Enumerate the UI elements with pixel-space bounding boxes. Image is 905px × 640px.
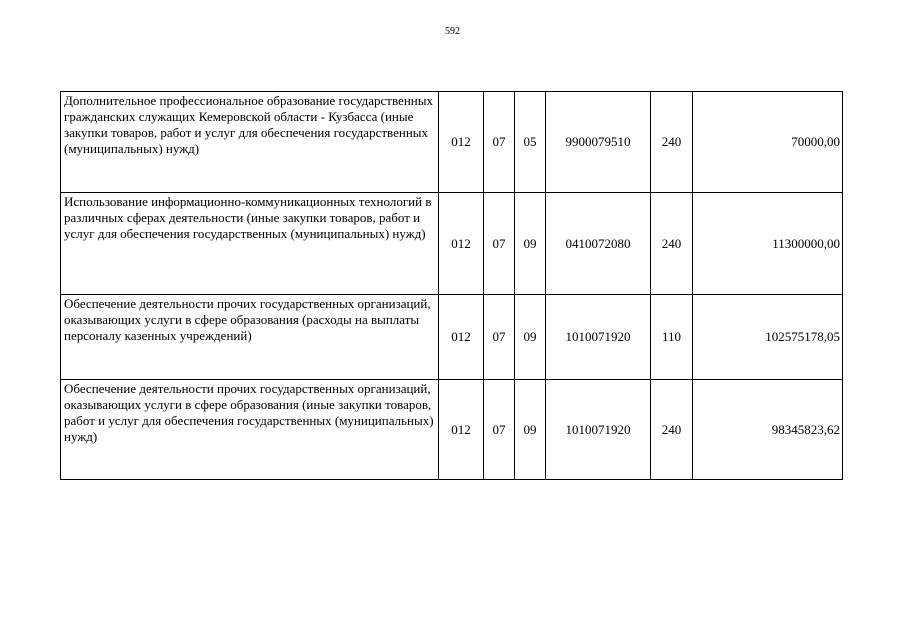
page-number: 592 bbox=[445, 26, 460, 37]
target-article-code: 1010071920 bbox=[546, 380, 651, 480]
table-row bbox=[61, 380, 843, 480]
section-code: 07 bbox=[484, 380, 515, 480]
ministry-code: 012 bbox=[439, 295, 484, 380]
table-row bbox=[61, 193, 843, 295]
section-code: 07 bbox=[484, 295, 515, 380]
row-description: Обеспечение деятельности прочих государственных организаций, оказывающих услуги в сфере образования (расходы на выплаты персоналу казенных учреждений) bbox=[61, 295, 439, 380]
ministry-code: 012 bbox=[439, 380, 484, 480]
amount: 98345823,62 bbox=[693, 380, 843, 480]
table-row bbox=[61, 295, 843, 380]
budget-table bbox=[60, 91, 843, 480]
expense-type-code: 240 bbox=[651, 380, 693, 480]
target-article-code: 0410072080 bbox=[546, 193, 651, 295]
ministry-code: 012 bbox=[439, 193, 484, 295]
expense-type-code: 240 bbox=[651, 92, 693, 193]
row-description: Использование информационно-коммуникационных технологий в различных сферах деятельности (иные закупки товаров, работ и услуг для обеспечения государственных (муниципальных) нужд) bbox=[61, 193, 439, 295]
expense-type-code: 240 bbox=[651, 193, 693, 295]
target-article-code: 1010071920 bbox=[546, 295, 651, 380]
table-row bbox=[61, 92, 843, 193]
subsection-code: 09 bbox=[515, 295, 546, 380]
row-description: Обеспечение деятельности прочих государственных организаций, оказывающих услуги в сфере образования (иные закупки товаров, работ и услуг для обеспечения государственных (муниципальных) нужд) bbox=[61, 380, 439, 480]
section-code: 07 bbox=[484, 193, 515, 295]
subsection-code: 05 bbox=[515, 92, 546, 193]
ministry-code: 012 bbox=[439, 92, 484, 193]
expense-type-code: 110 bbox=[651, 295, 693, 380]
target-article-code: 9900079510 bbox=[546, 92, 651, 193]
amount: 70000,00 bbox=[693, 92, 843, 193]
section-code: 07 bbox=[484, 92, 515, 193]
subsection-code: 09 bbox=[515, 380, 546, 480]
subsection-code: 09 bbox=[515, 193, 546, 295]
row-description: Дополнительное профессиональное образование государственных гражданских служащих Кемеровской области - Кузбасса (иные закупки товаров, работ и услуг для обеспечения государственных (муниципальных) нужд) bbox=[61, 92, 439, 193]
amount: 11300000,00 bbox=[693, 193, 843, 295]
amount: 102575178,05 bbox=[693, 295, 843, 380]
